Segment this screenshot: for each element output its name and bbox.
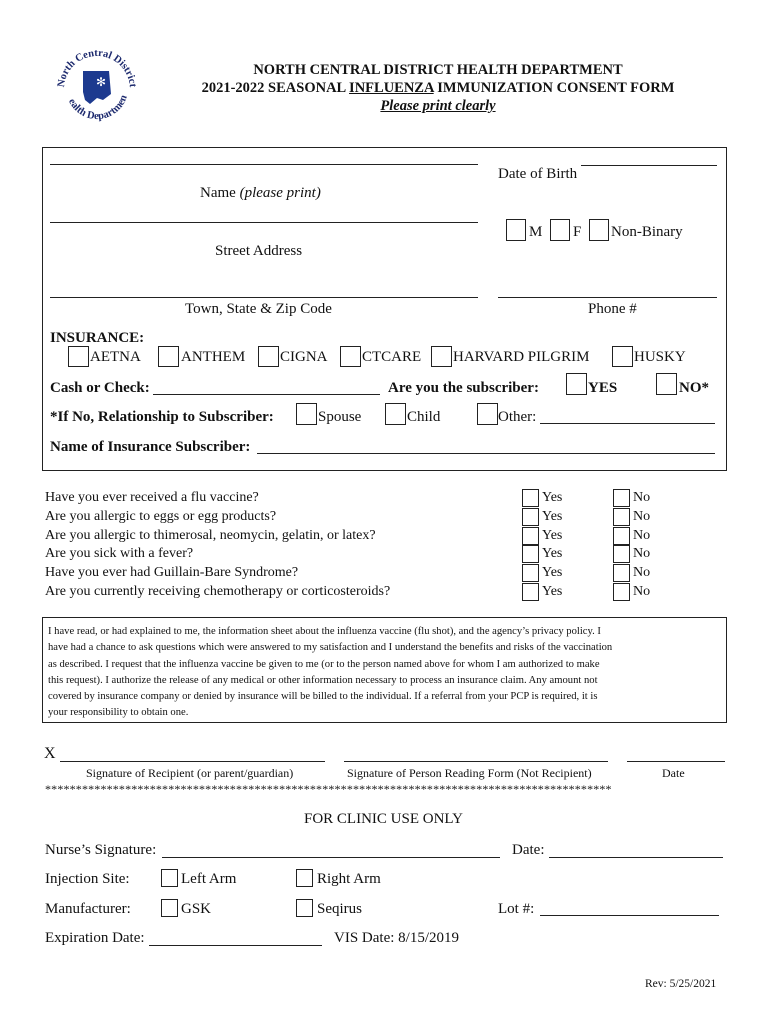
clinic-date-field[interactable] xyxy=(549,857,723,858)
gender-f-checkbox[interactable] xyxy=(550,219,570,241)
insurance-harvard-checkbox[interactable] xyxy=(431,346,452,367)
question-text: Have you ever received a flu vaccine? xyxy=(45,490,259,505)
relationship-other-field[interactable] xyxy=(540,423,715,424)
nurse-signature-field[interactable] xyxy=(162,857,500,858)
manufacturer-label: Manufacturer: xyxy=(45,901,131,917)
clinic-heading: FOR CLINIC USE ONLY xyxy=(304,811,463,827)
subscriber-name-label: Name of Insurance Subscriber: xyxy=(50,439,251,455)
gender-nonbinary-label: Non-Binary xyxy=(611,224,683,240)
subscriber-no-checkbox[interactable] xyxy=(656,373,677,395)
consent-paragraph xyxy=(48,624,724,722)
header-instruction: Please print clearly xyxy=(380,98,496,114)
answer-yes-checkbox[interactable] xyxy=(522,527,539,545)
consent-line: as described. I request that the influenza vaccine be given to me (or to the person named above for whom I am authorized to make xyxy=(48,658,600,670)
answer-no-checkbox[interactable] xyxy=(613,508,630,526)
answer-no-label: No xyxy=(633,509,651,524)
insurance-anthem-checkbox[interactable] xyxy=(158,346,179,367)
separator-line: ******************************************************************************************** xyxy=(45,782,612,796)
relationship-other-label: Other: xyxy=(498,409,537,425)
insurance-ctcare-checkbox[interactable] xyxy=(340,346,361,367)
relationship-label: *If No, Relationship to Subscriber: xyxy=(50,409,274,425)
lot-label: Lot #: xyxy=(498,901,535,917)
insurance-cigna-label: CIGNA xyxy=(280,349,328,365)
revision-date: Rev: 5/25/2021 xyxy=(645,978,717,990)
question-text: Are you allergic to eggs or egg products? xyxy=(45,509,277,524)
relationship-child-checkbox[interactable] xyxy=(385,403,406,425)
expiration-label: Expiration Date: xyxy=(45,930,145,946)
signature-x-mark: X xyxy=(44,745,56,762)
name-hint: (please print) xyxy=(239,185,321,201)
expiration-field[interactable] xyxy=(149,945,322,946)
answer-no-label: No xyxy=(633,490,651,505)
question-text: Are you sick with a fever? xyxy=(45,546,194,561)
insurance-harvard-label: HARVARD PILGRIM xyxy=(453,349,590,365)
recipient-signature-field[interactable] xyxy=(60,761,325,762)
answer-yes-label: Yes xyxy=(542,565,563,580)
consent-line: have had a chance to ask questions which were answered to my satisfaction and I understand the benefits and risks of the vaccination xyxy=(48,642,613,654)
signature-date-field[interactable] xyxy=(627,761,725,762)
clinic-date-label: Date: xyxy=(512,842,545,858)
gsk-label: GSK xyxy=(181,901,212,917)
insurance-ctcare-label: CTCARE xyxy=(362,349,422,365)
consent-line: I have read, or had explained to me, the information sheet about the influenza vaccine (flu shot), and the agency’s privacy policy. I xyxy=(48,626,601,637)
left-arm-label: Left Arm xyxy=(181,871,237,887)
answer-no-checkbox[interactable] xyxy=(613,564,630,582)
town-label: Town, State & Zip Code xyxy=(185,301,332,317)
gsk-checkbox[interactable] xyxy=(161,899,178,917)
header-line-1: NORTH CENTRAL DISTRICT HEALTH DEPARTMENT xyxy=(253,62,623,78)
name-field[interactable] xyxy=(50,164,478,165)
relationship-other-checkbox[interactable] xyxy=(477,403,498,425)
reader-signature-field[interactable] xyxy=(344,761,608,762)
consent-line: this request). I authorize the release of any medical or other information necessary to process an insurance claim. Any amount not xyxy=(48,674,598,686)
seqirus-label: Seqirus xyxy=(317,901,362,917)
phone-field[interactable] xyxy=(498,297,717,298)
gender-nonbinary-checkbox[interactable] xyxy=(589,219,609,241)
consent-line: covered by insurance company or denied by insurance will be billed to the individual. If a referral from your PCP is required, it is xyxy=(48,691,598,703)
header-line-2 xyxy=(188,80,688,97)
town-field[interactable] xyxy=(50,297,478,298)
street-address-field[interactable] xyxy=(50,222,478,223)
question-text: Are you currently receiving chemotherapy or corticosteroids? xyxy=(45,584,391,599)
relationship-child-label: Child xyxy=(407,409,441,425)
answer-no-checkbox[interactable] xyxy=(613,527,630,545)
answer-yes-label: Yes xyxy=(542,509,563,524)
svg-text:North Central District: North Central District xyxy=(55,47,138,88)
answer-yes-label: Yes xyxy=(542,546,563,561)
question-text: Have you ever had Guillain-Bare Syndrome? xyxy=(45,565,299,580)
svg-text:Health Department: ealth Departmen xyxy=(65,93,130,123)
cash-check-field[interactable] xyxy=(153,394,380,395)
answer-no-checkbox[interactable] xyxy=(613,489,630,507)
subscriber-no-label: NO* xyxy=(679,380,709,396)
answer-no-checkbox[interactable] xyxy=(613,583,630,601)
health-department-logo xyxy=(52,44,142,134)
svg-text:✻: ✻ xyxy=(96,75,107,89)
gender-f-label: F xyxy=(573,224,582,240)
answer-no-label: No xyxy=(633,528,651,543)
relationship-spouse-checkbox[interactable] xyxy=(296,403,317,425)
answer-yes-label: Yes xyxy=(542,490,563,505)
seqirus-checkbox[interactable] xyxy=(296,899,313,917)
answer-no-label: No xyxy=(633,546,651,561)
subscriber-yes-checkbox[interactable] xyxy=(566,373,587,395)
relationship-spouse-label: Spouse xyxy=(318,409,362,425)
insurance-husky-label: HUSKY xyxy=(634,349,686,365)
reader-signature-label: Signature of Person Reading Form (Not Recipient) xyxy=(347,766,592,780)
insurance-cigna-checkbox[interactable] xyxy=(258,346,279,367)
answer-yes-label: Yes xyxy=(542,584,563,599)
name-label: Name xyxy=(200,185,240,201)
dob-label: Date of Birth xyxy=(498,166,578,182)
subscriber-question: Are you the subscriber: xyxy=(388,380,539,396)
question-text: Are you allergic to thimerosal, neomycin, gelatin, or latex? xyxy=(45,528,376,543)
answer-yes-checkbox[interactable] xyxy=(522,508,539,526)
insurance-aetna-checkbox[interactable] xyxy=(68,346,89,367)
phone-label: Phone # xyxy=(588,301,637,317)
answer-yes-checkbox[interactable] xyxy=(522,583,539,601)
name-caption xyxy=(200,185,321,202)
cash-check-label: Cash or Check: xyxy=(50,380,150,396)
consent-line: your responsibility to obtain one. xyxy=(48,707,189,719)
answer-yes-checkbox[interactable] xyxy=(522,489,539,507)
insurance-aetna-label: AETNA xyxy=(90,349,141,365)
left-arm-checkbox[interactable] xyxy=(161,869,178,887)
right-arm-checkbox[interactable] xyxy=(296,869,313,887)
answer-yes-label: Yes xyxy=(542,528,563,543)
vis-date: VIS Date: 8/15/2019 xyxy=(334,930,459,946)
nurse-signature-label: Nurse’s Signature: xyxy=(45,842,157,858)
subscriber-name-field[interactable] xyxy=(257,453,715,454)
street-address-label: Street Address xyxy=(215,243,303,259)
header-line-2-pre: 2021-2022 SEASONAL xyxy=(201,80,350,96)
lot-field[interactable] xyxy=(540,915,719,916)
header-line-2-emphasis: INFLUENZA xyxy=(349,80,434,96)
gender-m-checkbox[interactable] xyxy=(506,219,526,241)
signature-date-label: Date xyxy=(662,766,685,780)
answer-no-label: No xyxy=(633,565,651,580)
answer-no-label: No xyxy=(633,584,651,599)
insurance-heading: INSURANCE: xyxy=(50,330,145,346)
gender-m-label: M xyxy=(529,224,543,240)
dob-field[interactable] xyxy=(581,165,717,166)
answer-yes-checkbox[interactable] xyxy=(522,564,539,582)
injection-site-label: Injection Site: xyxy=(45,871,130,887)
answer-no-checkbox[interactable] xyxy=(613,545,630,563)
recipient-signature-label: Signature of Recipient (or parent/guardian) xyxy=(86,766,294,780)
subscriber-yes-label: YES xyxy=(588,380,618,396)
right-arm-label: Right Arm xyxy=(317,871,381,887)
answer-yes-checkbox[interactable] xyxy=(522,545,539,563)
header-line-2-post: IMMUNIZATION CONSENT FORM xyxy=(433,80,675,96)
insurance-husky-checkbox[interactable] xyxy=(612,346,633,367)
insurance-anthem-label: ANTHEM xyxy=(181,349,246,365)
